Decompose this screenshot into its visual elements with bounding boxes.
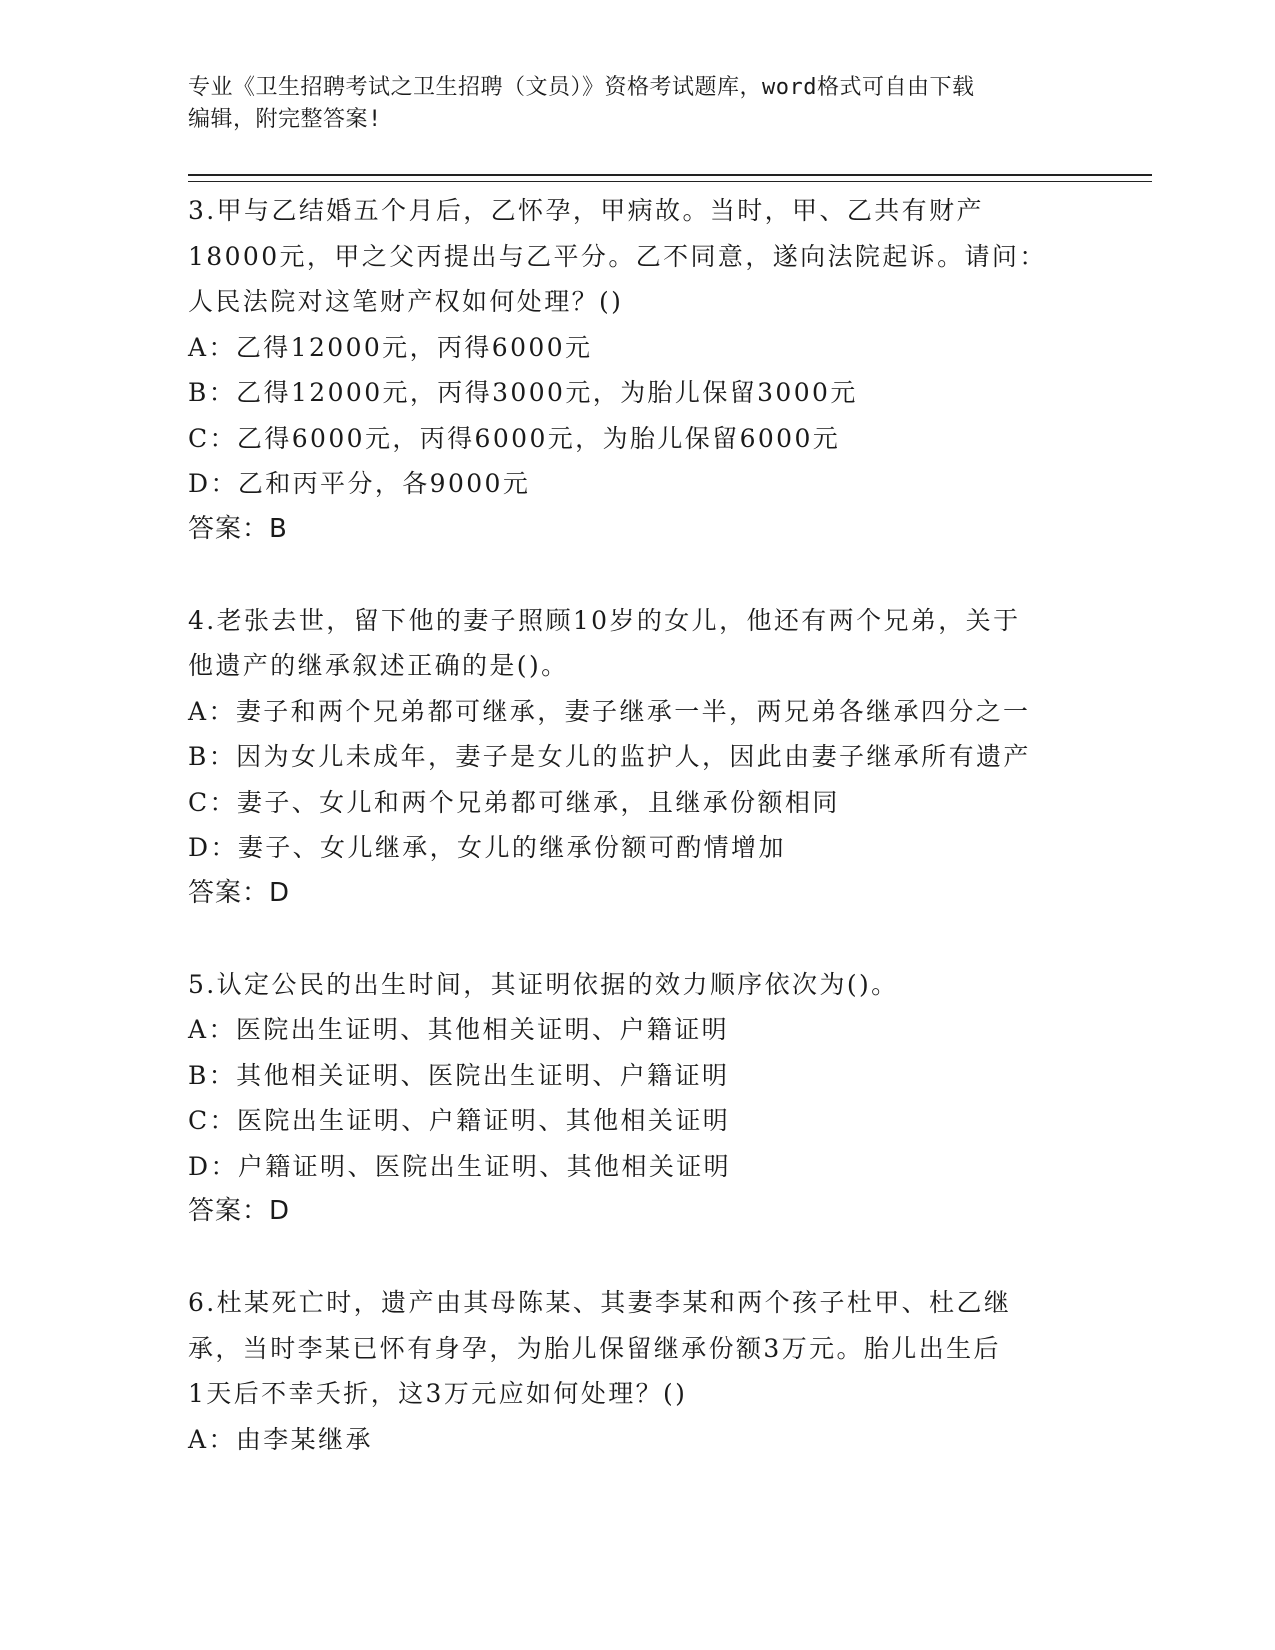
header-line-1: 专业《卫生招聘考试之卫生招聘（文员）》资格考试题库，word格式可自由下载: [188, 75, 975, 100]
question-stem-line: 5.认定公民的出生时间，其证明依据的效力顺序依次为()。: [188, 969, 899, 999]
question-block: [188, 962, 1088, 1235]
question-stem-line: 人民法院对这笔财产权如何处理？(): [188, 287, 624, 316]
question-stem-line: 1天后不幸夭折，这3万元应如何处理？(): [188, 1379, 688, 1408]
page-header: [188, 72, 1068, 136]
question-spacer: [188, 916, 1088, 962]
option-a: A：医院出生证明、其他相关证明、户籍证明: [188, 1015, 730, 1044]
option-c: C：妻子、女儿和两个兄弟都可继承，且继承份额相同: [188, 787, 840, 817]
question-stem-line: 6.杜某死亡时，遗产由其母陈某、其妻李某和两个孩子杜甲、杜乙继: [188, 1288, 1012, 1317]
header-divider-thick: [188, 174, 1152, 176]
answer-line: 答案：D: [188, 1196, 291, 1226]
option-d: D：乙和丙平分，各9000元: [188, 469, 531, 498]
question-spacer: [188, 552, 1088, 598]
question-stem-line: 他遗产的继承叙述正确的是()。: [188, 651, 569, 680]
header-divider-thin: [188, 181, 1152, 182]
option-b: B：因为女儿未成年，妻子是女儿的监护人，因此由妻子继承所有遗产: [188, 742, 1031, 771]
option-c: C：乙得6000元，丙得6000元，为胎儿保留6000元: [188, 423, 841, 453]
question-stem-line: 承，当时李某已怀有身孕，为胎儿保留继承份额3万元。胎儿出生后: [188, 1333, 1001, 1363]
option-b: B：其他相关证明、医院出生证明、户籍证明: [188, 1060, 730, 1090]
question-list: [188, 188, 1088, 1462]
question-stem-line: 3.甲与乙结婚五个月后，乙怀孕，甲病故。当时，甲、乙共有财产: [188, 196, 984, 225]
question-block: [188, 188, 1088, 552]
option-a: A：妻子和两个兄弟都可继承，妻子继承一半，两兄弟各继承四分之一: [188, 696, 1031, 726]
question-stem-line: 4.老张去世，留下他的妻子照顾10岁的女儿，他还有两个兄弟，关于: [188, 605, 1021, 635]
option-c: C：医院出生证明、户籍证明、其他相关证明: [188, 1106, 731, 1135]
question-block: [188, 598, 1088, 917]
option-a: A：乙得12000元，丙得6000元: [188, 332, 593, 362]
option-a: A：由李某继承: [188, 1424, 373, 1454]
option-d: D：户籍证明、医院出生证明、其他相关证明: [188, 1151, 732, 1181]
question-spacer: [188, 1235, 1088, 1281]
answer-line: 答案：D: [188, 877, 291, 908]
answer-line: 答案：B: [188, 513, 288, 544]
question-block: [188, 1280, 1088, 1462]
header-line-2: 编辑，附完整答案!: [188, 107, 382, 132]
option-b: B：乙得12000元，丙得3000元，为胎儿保留3000元: [188, 378, 858, 407]
question-stem-line: 18000元，甲之父丙提出与乙平分。乙不同意，遂向法院起诉。请问：: [188, 241, 1047, 271]
option-d: D：妻子、女儿继承，女儿的继承份额可酌情增加: [188, 833, 786, 862]
